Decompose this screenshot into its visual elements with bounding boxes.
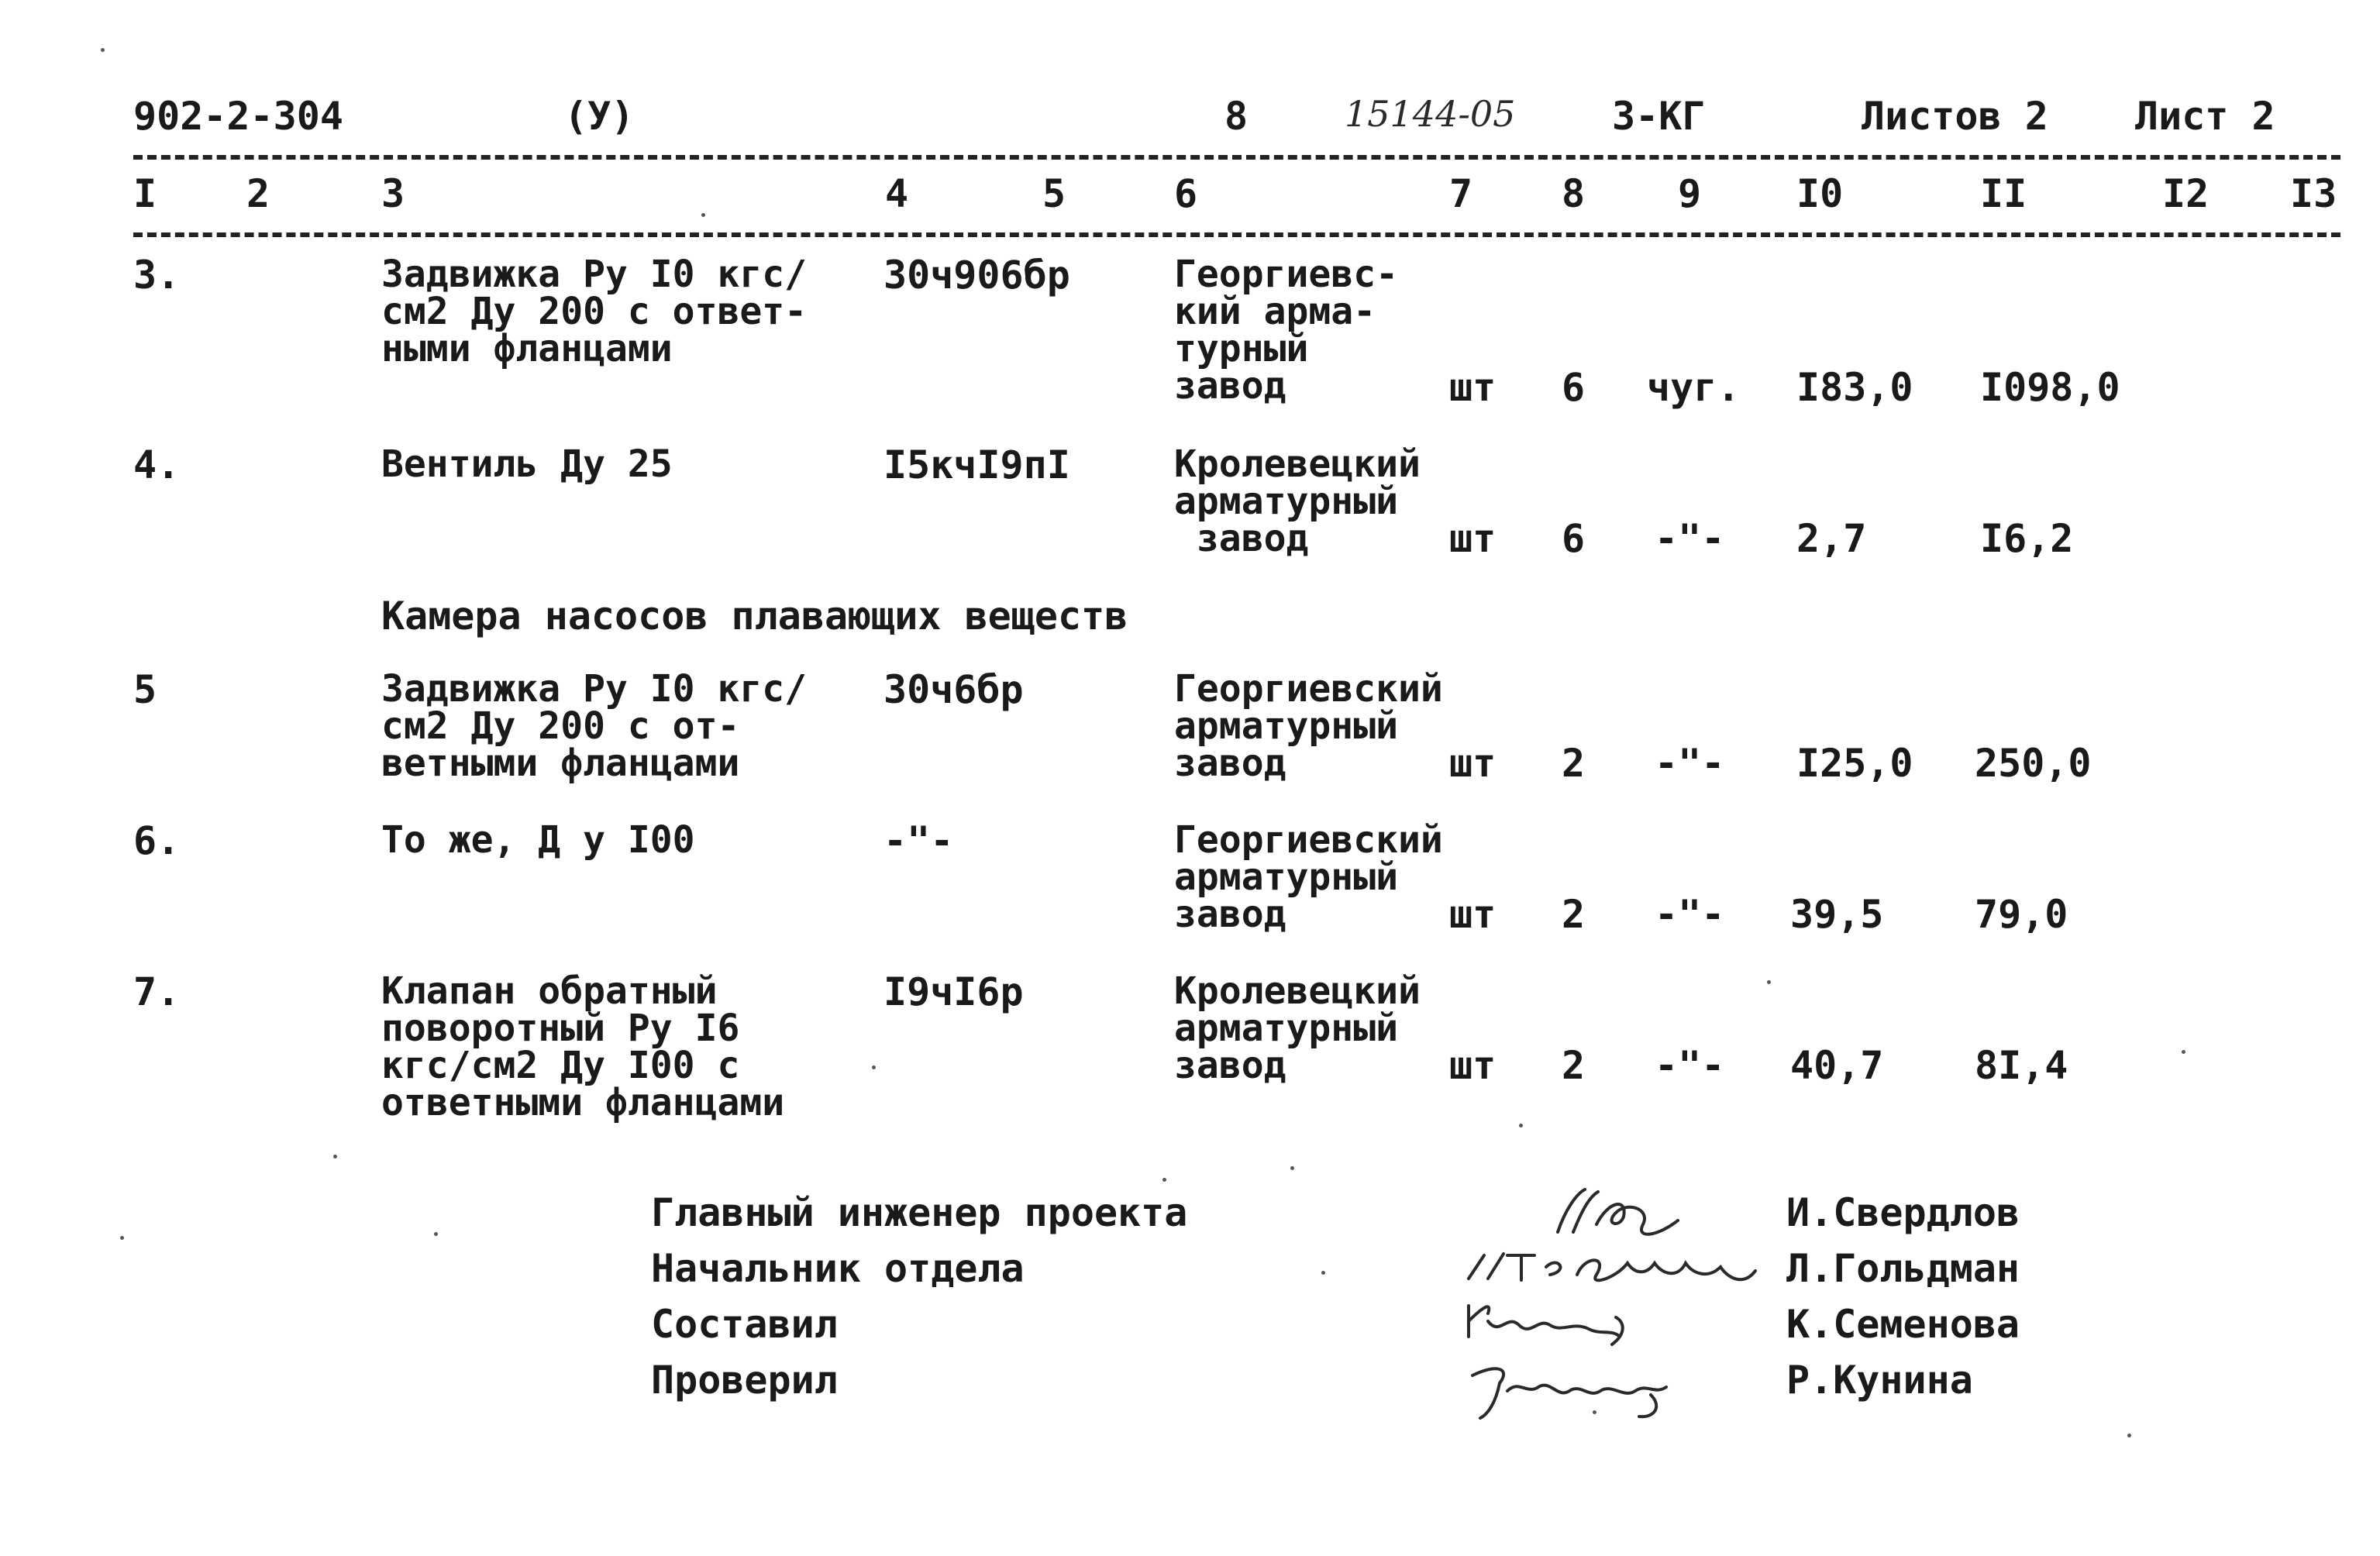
item-unit: шт bbox=[1449, 365, 1497, 410]
column-number: 7 bbox=[1449, 171, 1473, 216]
item-unit: шт bbox=[1449, 892, 1497, 937]
signature-role: Начальник отдела bbox=[651, 1246, 1025, 1291]
item-type: 30ч906бр bbox=[883, 253, 1070, 298]
signature-name: К.Семенова bbox=[1786, 1302, 2020, 1347]
handwritten-code: 15144-05 bbox=[1345, 93, 1516, 135]
item-total: I098,0 bbox=[1980, 365, 2120, 410]
row-number: 7. bbox=[133, 969, 181, 1014]
column-number: 3 bbox=[381, 171, 405, 216]
item-mass: 39,5 bbox=[1790, 892, 1884, 937]
item-material: -"- bbox=[1655, 892, 1725, 937]
column-number: 2 bbox=[246, 171, 270, 216]
item-total: I6,2 bbox=[1980, 516, 2074, 561]
item-qty: 2 bbox=[1562, 1043, 1586, 1088]
column-number: II bbox=[1980, 171, 2027, 216]
scan-speck bbox=[1162, 1178, 1166, 1182]
item-qty: 6 bbox=[1562, 365, 1586, 410]
column-number: 9 bbox=[1678, 171, 1702, 216]
item-name: Задвижка Ру I0 кгс/ см2 Ду 200 с от- ветными фланцами bbox=[381, 667, 808, 785]
item-total: 79,0 bbox=[1975, 892, 2068, 937]
scan-speck bbox=[872, 1065, 876, 1069]
column-number: I0 bbox=[1796, 171, 1844, 216]
header-divider-bottom bbox=[133, 232, 2340, 237]
column-number: 6 bbox=[1174, 171, 1198, 216]
sheet-number: Лист 2 bbox=[2135, 94, 2275, 139]
item-name: Вентиль Ду 25 bbox=[381, 442, 673, 486]
item-maker: Георгиевс- кий арма- турный завод bbox=[1174, 253, 1398, 408]
column-number: 4 bbox=[885, 171, 909, 216]
scan-speck bbox=[1519, 1124, 1523, 1127]
item-mass: I83,0 bbox=[1796, 365, 1913, 410]
handwritten-signature bbox=[1465, 1348, 1697, 1426]
column-number: I3 bbox=[2290, 171, 2337, 216]
item-material: -"- bbox=[1655, 516, 1725, 561]
scan-speck bbox=[333, 1155, 337, 1158]
item-name: Клапан обратный поворотный Ру I6 кгс/см2 Ду I00 с ответными фланцами bbox=[381, 969, 785, 1124]
scan-speck bbox=[1290, 1166, 1294, 1170]
item-unit: шт bbox=[1449, 1043, 1497, 1088]
scan-speck bbox=[1593, 1410, 1596, 1414]
signature-name: И.Свердлов bbox=[1786, 1190, 2020, 1235]
item-type: I9чI6р bbox=[883, 969, 1024, 1014]
item-name: То же, Д у I00 bbox=[381, 818, 695, 862]
item-type: I5кчI9пI bbox=[883, 442, 1070, 487]
column-number: I2 bbox=[2162, 171, 2210, 216]
item-material: -"- bbox=[1655, 1043, 1725, 1088]
scan-speck bbox=[1767, 980, 1771, 984]
item-mass: 2,7 bbox=[1796, 516, 1867, 561]
scan-speck bbox=[101, 48, 105, 52]
signature-role: Главный инженер проекта bbox=[651, 1190, 1188, 1235]
item-qty: 2 bbox=[1562, 892, 1586, 937]
item-type: -"- bbox=[883, 818, 954, 863]
item-name: Задвижка Ру I0 кгс/ см2 Ду 200 с ответ- ными фланцами bbox=[381, 253, 808, 370]
item-qty: 2 bbox=[1562, 741, 1586, 786]
item-maker: Георгиевский арматурный завод bbox=[1174, 818, 1443, 936]
item-unit: шт bbox=[1449, 741, 1497, 786]
doc-mark: (У) bbox=[564, 94, 635, 139]
row-number: 6. bbox=[133, 818, 181, 863]
item-type: 30ч6бр bbox=[883, 667, 1024, 712]
row-number: 4. bbox=[133, 442, 181, 487]
sheets-total: Листов 2 bbox=[1862, 94, 2048, 139]
row-number: 5 bbox=[133, 667, 157, 712]
scan-speck bbox=[2127, 1434, 2131, 1437]
scan-speck bbox=[701, 213, 705, 217]
signature-name: Р.Кунина bbox=[1786, 1358, 1973, 1403]
page-number: 8 bbox=[1224, 94, 1249, 139]
section-heading: Камера насосов плавающих веществ bbox=[381, 594, 1128, 639]
signature-role: Составил bbox=[651, 1302, 838, 1347]
section-code: 3-КГ bbox=[1612, 94, 1706, 139]
item-qty: 6 bbox=[1562, 516, 1586, 561]
header-divider-top bbox=[133, 155, 2340, 160]
scan-speck bbox=[120, 1236, 124, 1240]
scan-speck bbox=[1321, 1271, 1325, 1275]
item-material: чуг. bbox=[1647, 365, 1741, 410]
item-total: 250,0 bbox=[1975, 741, 2092, 786]
column-number: 8 bbox=[1562, 171, 1586, 216]
item-maker: Кролевецкий арматурный завод bbox=[1174, 442, 1421, 560]
item-material: -"- bbox=[1655, 741, 1725, 786]
column-number: 5 bbox=[1042, 171, 1066, 216]
item-mass: 40,7 bbox=[1790, 1043, 1884, 1088]
doc-number: 902-2-304 bbox=[133, 94, 343, 139]
item-total: 8I,4 bbox=[1975, 1043, 2068, 1088]
item-unit: шт bbox=[1449, 516, 1497, 561]
signature-role: Проверил bbox=[651, 1358, 838, 1403]
handwritten-signature bbox=[1457, 1290, 1658, 1352]
row-number: 3. bbox=[133, 253, 181, 298]
item-mass: I25,0 bbox=[1796, 741, 1913, 786]
column-number: I bbox=[133, 171, 157, 216]
signature-name: Л.Гольдман bbox=[1786, 1246, 2020, 1291]
item-maker: Кролевецкий арматурный завод bbox=[1174, 969, 1421, 1087]
item-maker: Георгиевский арматурный завод bbox=[1174, 667, 1443, 785]
scan-speck bbox=[434, 1232, 438, 1236]
scan-speck bbox=[2182, 1050, 2185, 1054]
